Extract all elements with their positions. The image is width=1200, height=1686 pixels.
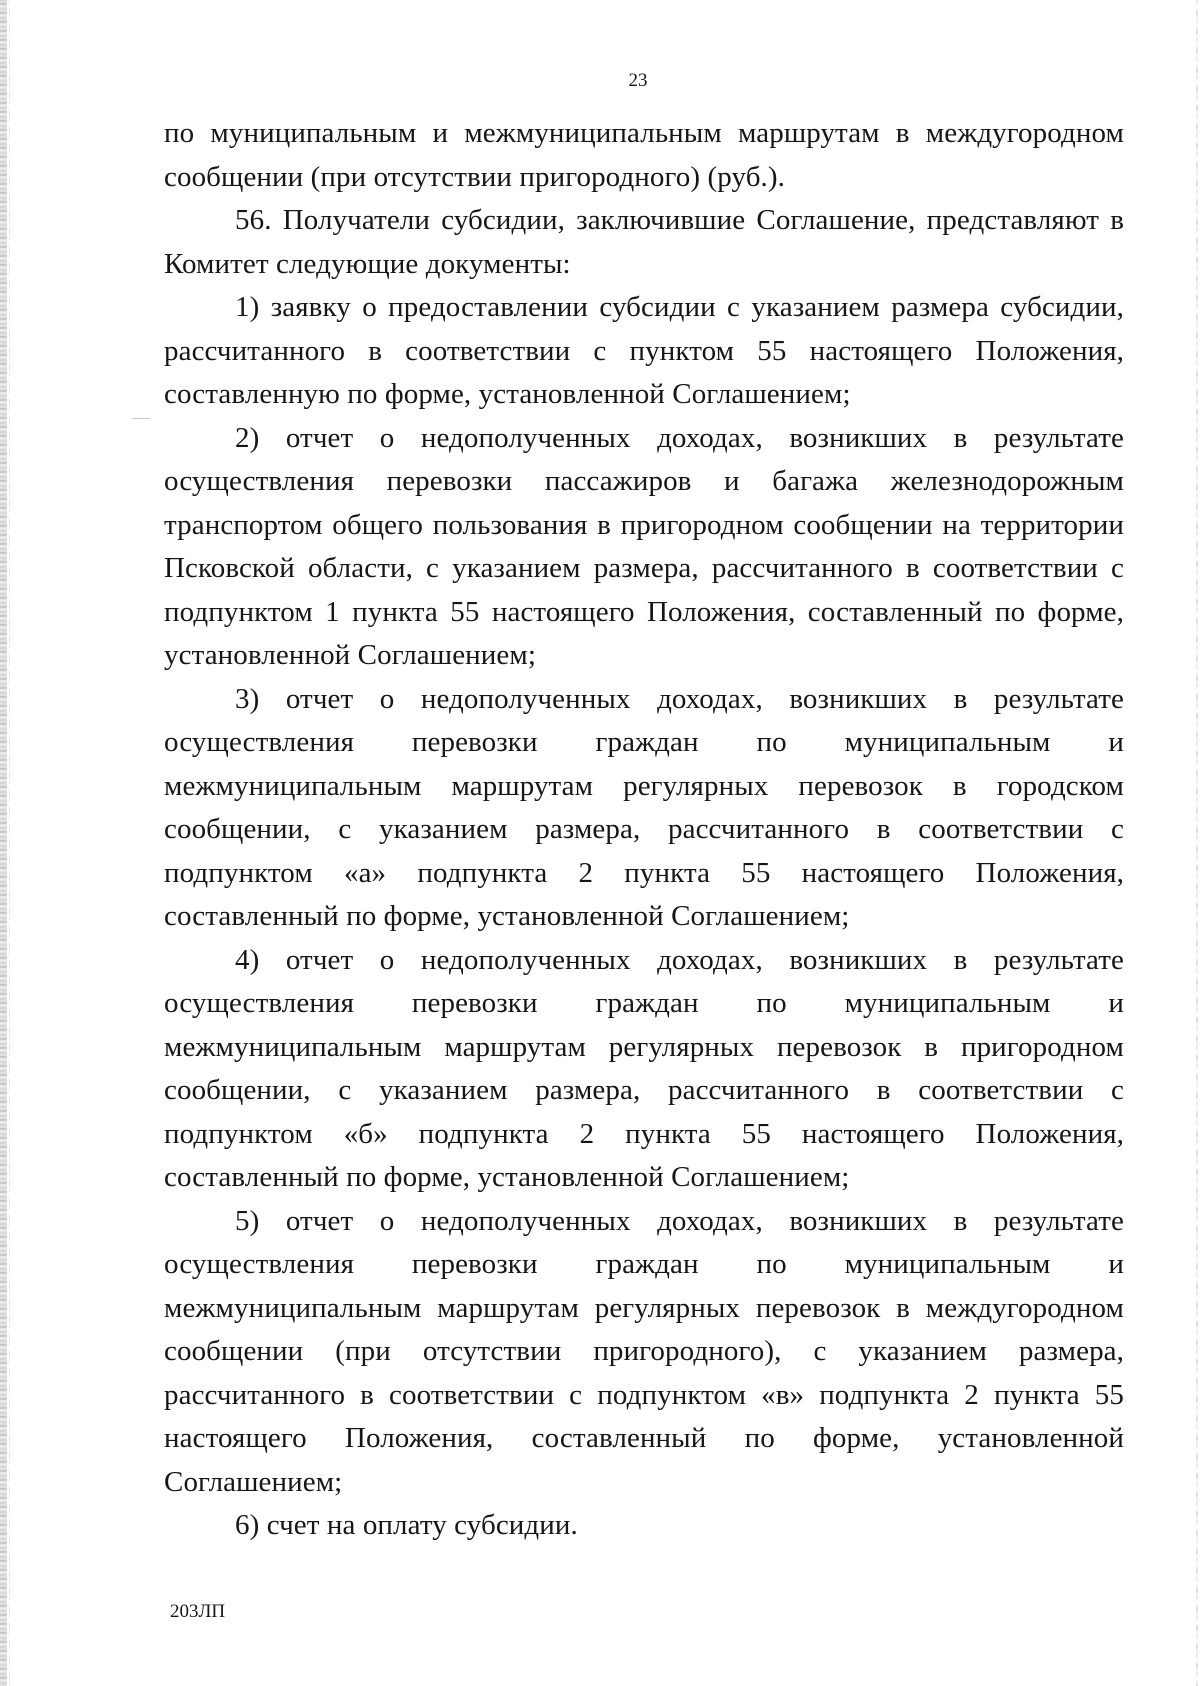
document-body bbox=[164, 112, 1124, 1548]
paragraph-subitem-4: 4) отчет о недополученных доходах, возникших в результате осуществления перевозки граждан по муниципальным и межмуниципальным маршрутам регулярных перевозок в пригородном сообщении, с указанием размера, рассчитанного в соответствии с подпунктом «б» подпункта 2 пункта 55 настоящего Положения, составленный по форме, установленной Соглашением; bbox=[164, 943, 1124, 1193]
scan-edge-right bbox=[1196, 0, 1198, 1686]
scan-edge-left-inner bbox=[9, 0, 10, 1686]
page-number: 23 bbox=[628, 70, 648, 91]
paragraph-item-56: 56. Получатели субсидии, заключившие Соглашение, представляют в Комитет следующие документы: bbox=[164, 204, 1124, 280]
paragraph-subitem-3: 3) отчет о недополученных доходах, возникших в результате осуществления перевозки граждан по муниципальным и межмуниципальным маршрутам регулярных перевозок в городском сообщении, с указанием размера, рассчитанного в соответствии с подпунктом «а» подпункта 2 пункта 55 настоящего Положения, составленный по форме, установленной Соглашением; bbox=[164, 682, 1124, 932]
scan-edge-left bbox=[0, 0, 7, 1686]
paragraph-subitem-2: 2) отчет о недополученных доходах, возникших в результате осуществления перевозки пассажиров и багажа железнодорожным транспортом общего пользования в пригородном сообщении на территории Псковской области, с указанием размера, рассчитанного в соответствии с подпунктом 1 пункта 55 настоящего Положения, составленный по форме, установленной Соглашением; bbox=[164, 421, 1124, 671]
margin-mark bbox=[132, 418, 150, 419]
paragraph-continuation: по муниципальным и межмуниципальным маршрутам в междугородном сообщении (при отсутствии пригородного) (руб.). bbox=[164, 117, 1124, 193]
paragraph-subitem-1: 1) заявку о предоставлении субсидии с указанием размера субсидии, рассчитанного в соответствии с пунктом 55 настоящего Положения, составленную по форме, установленной Соглашением; bbox=[164, 291, 1124, 410]
paragraph-subitem-5: 5) отчет о недополученных доходах, возникших в результате осуществления перевозки граждан по муниципальным и межмуниципальным маршрутам регулярных перевозок в междугородном сообщении (при отсутствии пригородного), с указанием размера, рассчитанного в соответствии с подпунктом «в» подпункта 2 пункта 55 настоящего Положения, составленный по форме, установленной Соглашением; bbox=[164, 1204, 1124, 1498]
document-code: 203ЛП bbox=[170, 1601, 226, 1622]
paragraph-subitem-6: 6) счет на оплату субсидии. bbox=[235, 1509, 578, 1541]
